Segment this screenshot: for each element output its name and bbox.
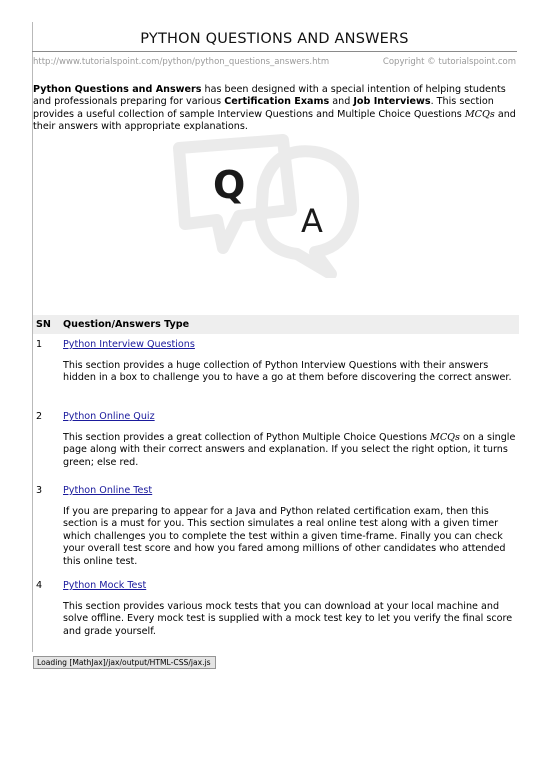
link-mock-test[interactable]: Python Mock Test <box>63 580 147 591</box>
intro-paragraph <box>33 84 519 134</box>
intro-strong-jobs: Job Interviews <box>353 96 431 108</box>
header-sn: SN <box>36 319 51 330</box>
row-number: 2 <box>36 411 43 422</box>
copyright-notice: Copyright © tutorialspoint.com <box>382 57 516 67</box>
intro-text-4: and their answers with appropriate explanations. <box>33 108 516 133</box>
q-letter: Q <box>213 163 246 207</box>
row-description: This section provides a huge collection of Python Interview Questions with their answers hidden in a box to challenge you to have a go at them before discovering the correct answer. <box>63 360 512 384</box>
link-online-quiz[interactable]: Python Online Quiz <box>63 411 155 422</box>
quiz-mcqs-term: MCQs <box>430 432 460 443</box>
page-url: http://www.tutorialspoint.com/python/python_questions_answers.htm <box>33 57 330 67</box>
intro-strong-title: Python Questions and Answers <box>33 84 202 95</box>
link-interview-questions[interactable]: Python Interview Questions <box>63 339 195 350</box>
intro-text-3: . This section provides a useful collection of sample Interview Questions and Multiple Choice Questions <box>33 96 494 120</box>
intro-text-2: and <box>329 96 354 108</box>
q-and-a-speech-bubbles-icon <box>165 128 365 278</box>
row-description: This section provides various mock tests that you can download at your local machine and solve offline. Every mock test is supplied with a mock test key to let you verify the final score and grade yourself. <box>63 601 513 637</box>
row-number: 1 <box>36 339 43 350</box>
row-description <box>63 432 519 469</box>
row-number: 3 <box>36 485 43 496</box>
link-online-test[interactable]: Python Online Test <box>63 485 153 496</box>
header-type: Question/Answers Type <box>63 319 190 330</box>
quiz-desc-part-1: This section provides a great collection of Python Multiple Choice Questions <box>63 432 431 443</box>
quiz-desc-part-2: on a single page along with their correct answers and explanation. If you select the right option, it turns green; else red. <box>63 432 516 468</box>
intro-text-1: has been designed with a special intention of helping students and professionals preparing for various <box>33 84 506 108</box>
intro-mcqs-term: MCQs <box>464 108 495 120</box>
table-header <box>33 315 519 334</box>
row-description: If you are preparing to appear for a Java and Python related certification exam, then this section is a must for you. This section simulates a real online test along with a given timer which challenges you to complete the test within a given time-frame. Finally you can check your overall test score and how you fared among millions of other candidates who attended this online test. <box>63 506 506 567</box>
intro-strong-cert: Certification Exams <box>224 96 330 108</box>
title-divider <box>32 51 517 52</box>
a-letter: A <box>301 202 323 240</box>
row-number: 4 <box>36 580 43 591</box>
mathjax-loading-status: Loading [MathJax]/jax/output/HTML-CSS/jax.js <box>33 656 216 669</box>
page-title: PYTHON QUESTIONS AND ANSWERS <box>140 31 409 47</box>
